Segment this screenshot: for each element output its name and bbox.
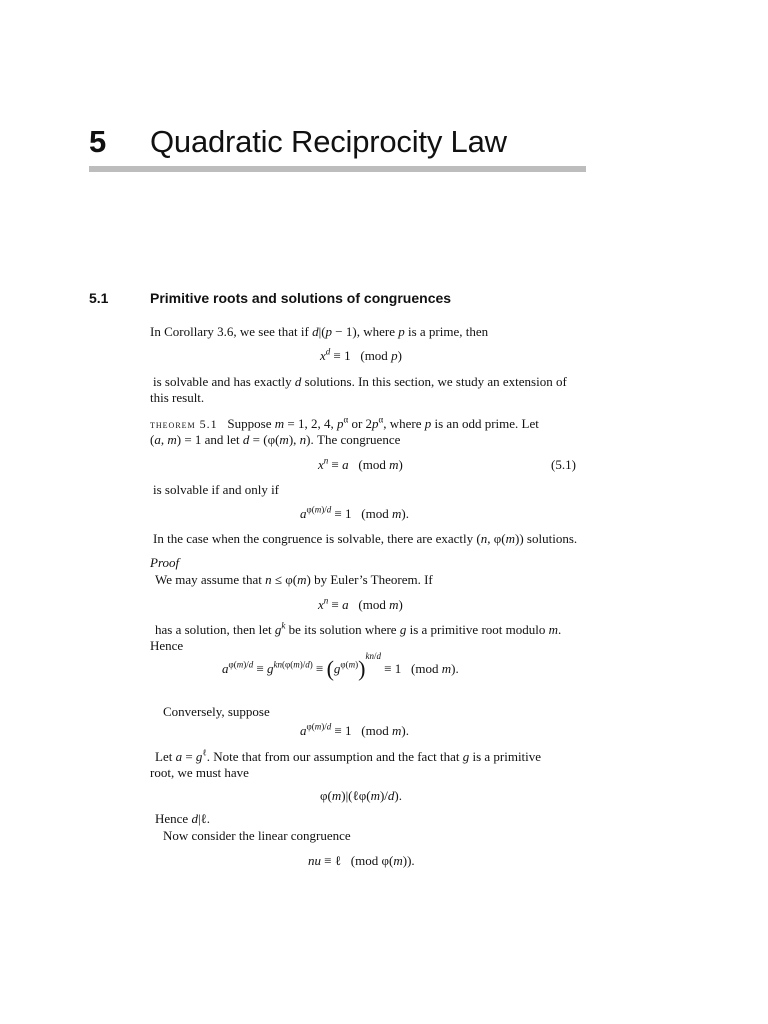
let-a-line: Let $a = g^\ell$. Note that from our assumption and the fact that g is a primitive	[155, 747, 542, 764]
section-title: Primitive roots and solutions of congruences	[150, 290, 452, 306]
chapter-number: 5	[89, 124, 107, 159]
theorem-line-1: theorem 5.1 Suppose m = 1, 2, 4, $p^\alpha$ or $2p^\alpha$, where p is an odd prime. Let	[150, 414, 539, 431]
now-consider-line: Now consider the linear congruence	[163, 828, 351, 843]
proof-label: Proof	[150, 555, 180, 570]
assume-line: We may assume that n ≤ φ(m) by Euler’s Theorem. If	[155, 572, 433, 587]
this-result-line: this result.	[150, 390, 205, 405]
equation-linear: nu ≡ ℓ (mod φ(m)).	[308, 853, 415, 868]
in-case-line: In the case when the congruence is solvable, there are exactly (n, φ(m)) solutions.	[153, 531, 578, 546]
equation-chain: $a^{\varphi(m)/d} \equiv g^{kn(\varphi(m)/d)} \equiv (g^{\varphi(m)})^{kn/d} \equiv 1$ (mod m).	[222, 651, 459, 681]
section-number: 5.1	[89, 290, 109, 306]
has-solution-line: has a solution, then let $g^k$ be its solution where g is a primitive root modulo m.	[155, 620, 562, 637]
intro-line: In Corollary 3.6, we see that if d|(p − 1), where p is a prime, then	[150, 324, 489, 339]
equation-divides: φ(m)|(ℓφ(m)/d).	[320, 788, 402, 803]
theorem-label: theorem 5.1	[150, 417, 218, 431]
equation-xn-a: $x^n \equiv a$ (mod m)	[318, 455, 403, 472]
hence-dl-line: Hence d|ℓ.	[155, 811, 211, 826]
equation-xn-a-2: $x^n \equiv a$ (mod m)	[318, 595, 403, 612]
theorem-line-2: (a, m) = 1 and let d = (φ(m), n). The congruence	[150, 432, 401, 447]
chapter-rule	[89, 166, 586, 172]
equation-a-phi: $a^{\varphi(m)/d} \equiv 1$ (mod m).	[300, 504, 409, 521]
hence-line: Hence	[150, 638, 184, 653]
conversely-line: Conversely, suppose	[163, 704, 270, 719]
equation-a-phi-2: $a^{\varphi(m)/d} \equiv 1$ (mod m).	[300, 721, 409, 738]
chapter-title: Quadratic Reciprocity Law	[150, 124, 507, 159]
equation-label-5-1: (5.1)	[551, 457, 576, 472]
equation-xd: $x^d \equiv 1$ (mod p)	[320, 346, 402, 363]
iff-line: is solvable if and only if	[153, 482, 280, 497]
solvable-line: is solvable and has exactly d solutions. In this section, we study an extension of	[153, 374, 567, 389]
root-line: root, we must have	[150, 765, 249, 780]
